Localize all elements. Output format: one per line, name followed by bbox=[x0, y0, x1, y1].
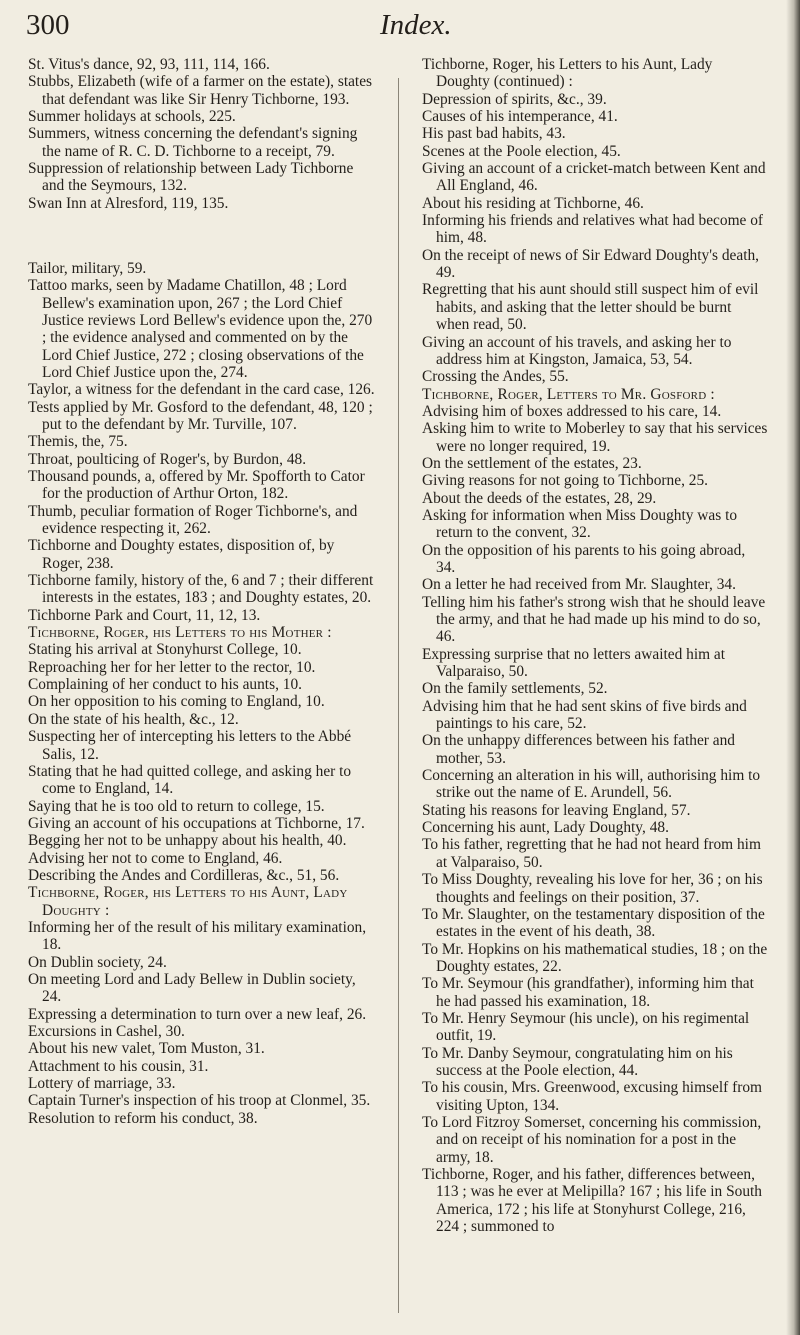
index-subentry: On the family settlements, 52. bbox=[422, 680, 608, 698]
index-subentry: Begging her not to be unhappy about his health, 40. bbox=[28, 832, 347, 850]
index-subentry: Complaining of her conduct to his aunts, 10. bbox=[28, 676, 303, 694]
index-subentry: To Mr. Henry Seymour (his uncle), on his regimental outfit, 19. bbox=[422, 1009, 750, 1045]
index-subentry: Telling him his father's strong wish that he should leave the army, and that he had made up his mind to do so, 46. bbox=[422, 593, 766, 646]
index-subentry: Expressing a determination to turn over a new leaf, 26. bbox=[28, 1005, 367, 1023]
index-subentry: To Miss Doughty, revealing his love for her, 36 ; on his thoughts and feelings on their position, 37. bbox=[422, 871, 763, 906]
index-entry: Tichborne, Roger, and his father, differences between, 113 ; was he ever at Melipilla? 167 ; his life in South America, 172 ; his life at Stonyhurst College, 216, 224 ; summoned to bbox=[422, 1166, 762, 1236]
index-subentry: On Dublin society, 24. bbox=[28, 953, 167, 971]
index-subentry: On the opposition of his parents to his going abroad, 34. bbox=[422, 541, 746, 576]
index-entry: Tichborne family, history of the, 6 and 7 ; their different interests in the estates, 183 ; and Doughty estates, 20. bbox=[28, 572, 374, 607]
index-subentry: On a letter he had received from Mr. Slaughter, 34. bbox=[422, 576, 736, 594]
index-subentry: To Lord Fitzroy Somerset, concerning his commission, and on receipt of his nomination for a post in the army, 18. bbox=[422, 1113, 762, 1166]
index-subentry: Giving an account of his travels, and asking her to address him at Kingston, Jamaica, 53, 54. bbox=[422, 333, 732, 368]
index-subentry: Depression of spirits, &c., 39. bbox=[422, 90, 607, 108]
index-entry: Tichborne and Doughty estates, disposition of, by Roger, 238. bbox=[28, 537, 335, 572]
index-subentry: On the receipt of news of Sir Edward Doughty's death, 49. bbox=[422, 246, 760, 282]
index-subentry: About his residing at Tichborne, 46. bbox=[422, 194, 644, 212]
index-subentry: Suspecting her of intercepting his letters to the Abbé Salis, 12. bbox=[28, 728, 352, 763]
index-entry: Suppression of relationship between Lady Tichborne and the Seymours, 132. bbox=[28, 160, 354, 195]
index-subentry: Regretting that his aunt should still suspect him of evil habits, and asking that the letter should be burnt when read, 50. bbox=[422, 281, 759, 334]
index-heading: Tichborne, Roger, his Letters to his Aunt, Lady Doughty : bbox=[28, 884, 348, 919]
index-subentry: Causes of his intemperance, 41. bbox=[422, 108, 618, 126]
index-entry: Tattoo marks, seen by Madame Chatillon, 48 ; Lord Bellew's examination upon, 267 ; the Lord Chief Justice reviews Lord Bellew's evidence upon the, 270 ; the evidence analysed and commented on by the Lord Chief Justice, 272 ; closing observations of the Lord Chief Justice upon the, 274. bbox=[28, 277, 373, 381]
index-subentry: About the deeds of the estates, 28, 29. bbox=[422, 489, 657, 507]
index-heading: Tichborne, Roger, Letters to Mr. Gosford : bbox=[422, 385, 715, 403]
index-entry: Tichborne Park and Court, 11, 12, 13. bbox=[28, 606, 261, 624]
index-subentry: Resolution to reform his conduct, 38. bbox=[28, 1109, 258, 1127]
index-subentry: Informing his friends and relatives what had become of him, 48. bbox=[422, 212, 764, 247]
section-gap bbox=[28, 227, 376, 244]
index-subentry: Attachment to his cousin, 31. bbox=[28, 1057, 209, 1075]
index-subentry: Concerning an alteration in his will, authorising him to strike out the name of E. Arundell, 56. bbox=[422, 767, 761, 802]
index-column-left bbox=[28, 56, 376, 1127]
index-entry: Thumb, peculiar formation of Roger Tichborne's, and evidence respecting it, 262. bbox=[28, 502, 358, 538]
index-entry: Tests applied by Mr. Gosford to the defendant, 48, 120 ; put to the defendant by Mr. Turville, 107. bbox=[28, 398, 373, 433]
page-header bbox=[0, 6, 800, 46]
index-subentry: Giving reasons for not going to Tichborne, 25. bbox=[422, 472, 708, 490]
index-entry: Throat, poulticing of Roger's, by Burdon, 48. bbox=[28, 450, 307, 468]
index-entry: Themis, the, 75. bbox=[28, 433, 128, 451]
index-subentry: Expressing surprise that no letters awaited him at Valparaiso, 50. bbox=[422, 645, 726, 681]
index-entry: Swan Inn at Alresford, 119, 135. bbox=[28, 194, 229, 212]
index-subentry: Stating that he had quitted college, and asking her to come to England, 14. bbox=[28, 762, 352, 798]
index-subentry: Describing the Andes and Cordilleras, &c., 51, 56. bbox=[28, 866, 340, 884]
index-subentry: Asking for information when Miss Doughty was to return to the convent, 32. bbox=[422, 506, 738, 542]
index-entry: Tailor, military, 59. bbox=[28, 259, 147, 277]
index-subentry: On the unhappy differences between his father and mother, 53. bbox=[422, 732, 735, 767]
index-subentry: Informing her of the result of his military examination, 18. bbox=[28, 918, 367, 954]
index-subentry: Asking him to write to Moberley to say that his services were no longer required, 19. bbox=[422, 420, 768, 455]
column-divider bbox=[398, 78, 399, 1313]
index-subentry: On meeting Lord and Lady Bellew in Dublin society, 24. bbox=[28, 970, 356, 1006]
index-subentry: On her opposition to his coming to England, 10. bbox=[28, 693, 325, 711]
index-entry: Tichborne, Roger, his Letters to his Aunt, Lady Doughty (continued) : bbox=[422, 56, 713, 91]
index-subentry: Giving an account of a cricket-match between Kent and All England, 46. bbox=[422, 160, 766, 195]
index-subentry: Advising him that he had sent skins of five birds and paintings to his care, 52. bbox=[422, 697, 747, 733]
index-subentry: To his father, regretting that he had not heard from him at Valparaiso, 50. bbox=[422, 836, 761, 871]
index-entry: Thousand pounds, a, offered by Mr. Spofforth to Cator for the production of Arthur Orton, 182. bbox=[28, 468, 365, 503]
index-subentry: Crossing the Andes, 55. bbox=[422, 368, 569, 386]
index-subentry: Reproaching her for her letter to the rector, 10. bbox=[28, 658, 316, 676]
index-entry: Stubbs, Elizabeth (wife of a farmer on the estate), states that defendant was like Sir Henry Tichborne, 193. bbox=[28, 73, 373, 108]
index-subentry: Advising her not to come to England, 46. bbox=[28, 849, 283, 867]
index-subentry: Scenes at the Poole election, 45. bbox=[422, 142, 621, 160]
page-number: 300 bbox=[26, 9, 70, 41]
index-subentry: About his new valet, Tom Muston, 31. bbox=[28, 1040, 265, 1058]
index-subentry: Giving an account of his occupations at Tichborne, 17. bbox=[28, 814, 365, 832]
index-subentry: On the settlement of the estates, 23. bbox=[422, 454, 642, 472]
index-subentry: To Mr. Seymour (his grandfather), informing him that he had passed his examination, 18. bbox=[422, 975, 754, 1010]
index-subentry: Concerning his aunt, Lady Doughty, 48. bbox=[422, 819, 669, 837]
index-subentry: Stating his reasons for leaving England, 57. bbox=[422, 801, 691, 819]
index-subentry: To Mr. Slaughter, on the testamentary disposition of the estates in the event of his death, 38. bbox=[422, 905, 765, 941]
index-entry: St. Vitus's dance, 92, 93, 111, 114, 166. bbox=[28, 56, 270, 73]
index-subentry: Lottery of marriage, 33. bbox=[28, 1075, 176, 1093]
index-heading: Tichborne, Roger, his Letters to his Mother : bbox=[28, 624, 332, 642]
index-entry: Summers, witness concerning the defendant's signing the name of R. C. D. Tichborne to a receipt, 79. bbox=[28, 125, 358, 160]
index-subentry: On the state of his health, &c., 12. bbox=[28, 710, 239, 728]
running-title: Index. bbox=[380, 9, 452, 41]
index-entry: Summer holidays at schools, 225. bbox=[28, 108, 236, 126]
index-subentry: To Mr. Hopkins on his mathematical studies, 18 ; on the Doughty estates, 22. bbox=[422, 940, 768, 975]
index-subentry: Stating his arrival at Stonyhurst College, 10. bbox=[28, 641, 302, 659]
index-subentry: Excursions in Cashel, 30. bbox=[28, 1023, 185, 1040]
index-column-right bbox=[422, 56, 768, 1235]
index-subentry: Advising him of boxes addressed to his care, 14. bbox=[422, 402, 722, 420]
index-subentry: To Mr. Danby Seymour, congratulating him on his success at the Poole election, 44. bbox=[422, 1044, 733, 1079]
index-subentry: To his cousin, Mrs. Greenwood, excusing himself from visiting Upton, 134. bbox=[422, 1079, 763, 1114]
index-subentry: Saying that he is too old to return to college, 15. bbox=[28, 797, 325, 815]
index-subentry: Captain Turner's inspection of his troop at Clonmel, 35. bbox=[28, 1092, 371, 1110]
index-entry: Taylor, a witness for the defendant in the card case, 126. bbox=[28, 381, 375, 399]
page-edge-shadow bbox=[786, 0, 800, 1335]
index-subentry: His past bad habits, 43. bbox=[422, 125, 566, 143]
